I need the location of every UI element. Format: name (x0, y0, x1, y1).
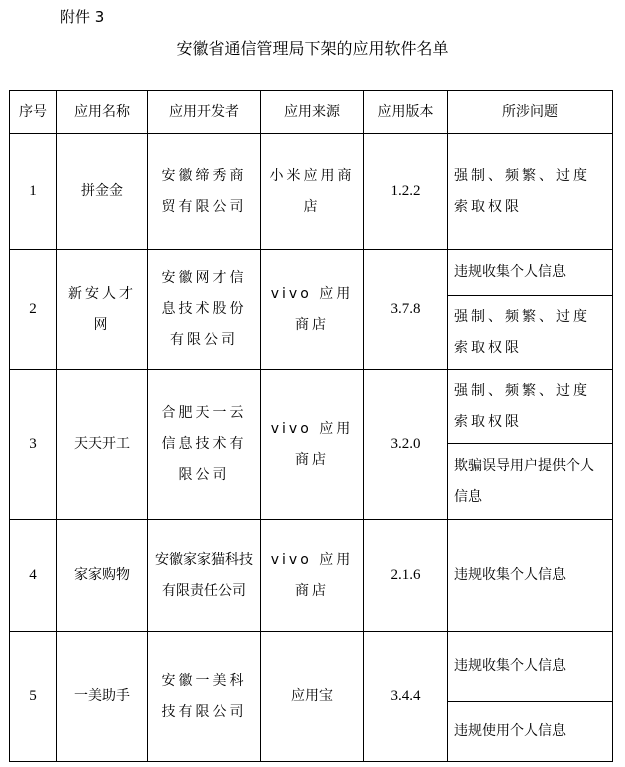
header-developer: 应用开发者 (148, 91, 261, 134)
row-developer: 安徽家家猫科技有限责任公司 (148, 520, 261, 632)
row-index: 2 (10, 250, 57, 370)
row-source: 小米应用商店 (261, 134, 364, 250)
header-app-name: 应用名称 (57, 91, 148, 134)
table-row (10, 250, 613, 296)
document-title: 安徽省通信管理局下架的应用软件名单 (176, 39, 449, 58)
row-app-name: 天天开工 (57, 370, 148, 520)
removed-apps-table (9, 90, 613, 762)
row-issue: 违规收集个人信息 (448, 250, 613, 296)
table-row (10, 632, 613, 702)
row-issue: 强制、频繁、过度索取权限 (448, 296, 613, 370)
row-version: 3.4.4 (364, 632, 448, 762)
table-row (10, 134, 613, 250)
row-source: vivo 应用商店 (261, 520, 364, 632)
row-source: vivo 应用商店 (261, 250, 364, 370)
row-source: vivo 应用商店 (261, 370, 364, 520)
row-version: 3.2.0 (364, 370, 448, 520)
header-source: 应用来源 (261, 91, 364, 134)
row-issue: 强制、频繁、过度索取权限 (448, 134, 613, 250)
row-version: 2.1.6 (364, 520, 448, 632)
row-app-name: 一美助手 (57, 632, 148, 762)
row-app-name: 新安人才网 (57, 250, 148, 370)
row-index: 3 (10, 370, 57, 520)
row-source: 应用宝 (261, 632, 364, 762)
attachment-label: 附件 3 (60, 8, 105, 26)
row-developer: 安徽缔秀商贸有限公司 (148, 134, 261, 250)
row-developer: 合肥天一云信息技术有限公司 (148, 370, 261, 520)
row-issue: 强制、频繁、过度索取权限 (448, 370, 613, 444)
row-developer: 安徽网才信息技术股份有限公司 (148, 250, 261, 370)
row-version: 3.7.8 (364, 250, 448, 370)
row-version: 1.2.2 (364, 134, 448, 250)
header-issues: 所涉问题 (448, 91, 613, 134)
row-issue: 违规收集个人信息 (448, 520, 613, 632)
row-issue: 欺骗误导用户提供个人信息 (448, 444, 613, 520)
header-version: 应用版本 (364, 91, 448, 134)
row-index: 4 (10, 520, 57, 632)
row-issue: 违规使用个人信息 (448, 702, 613, 762)
header-index: 序号 (10, 91, 57, 134)
table-header-row (10, 91, 613, 134)
table-row (10, 520, 613, 632)
row-index: 5 (10, 632, 57, 762)
row-issue: 违规收集个人信息 (448, 632, 613, 702)
row-app-name: 家家购物 (57, 520, 148, 632)
table-row (10, 370, 613, 444)
row-app-name: 拼金金 (57, 134, 148, 250)
row-index: 1 (10, 134, 57, 250)
row-developer: 安徽一美科技有限公司 (148, 632, 261, 762)
